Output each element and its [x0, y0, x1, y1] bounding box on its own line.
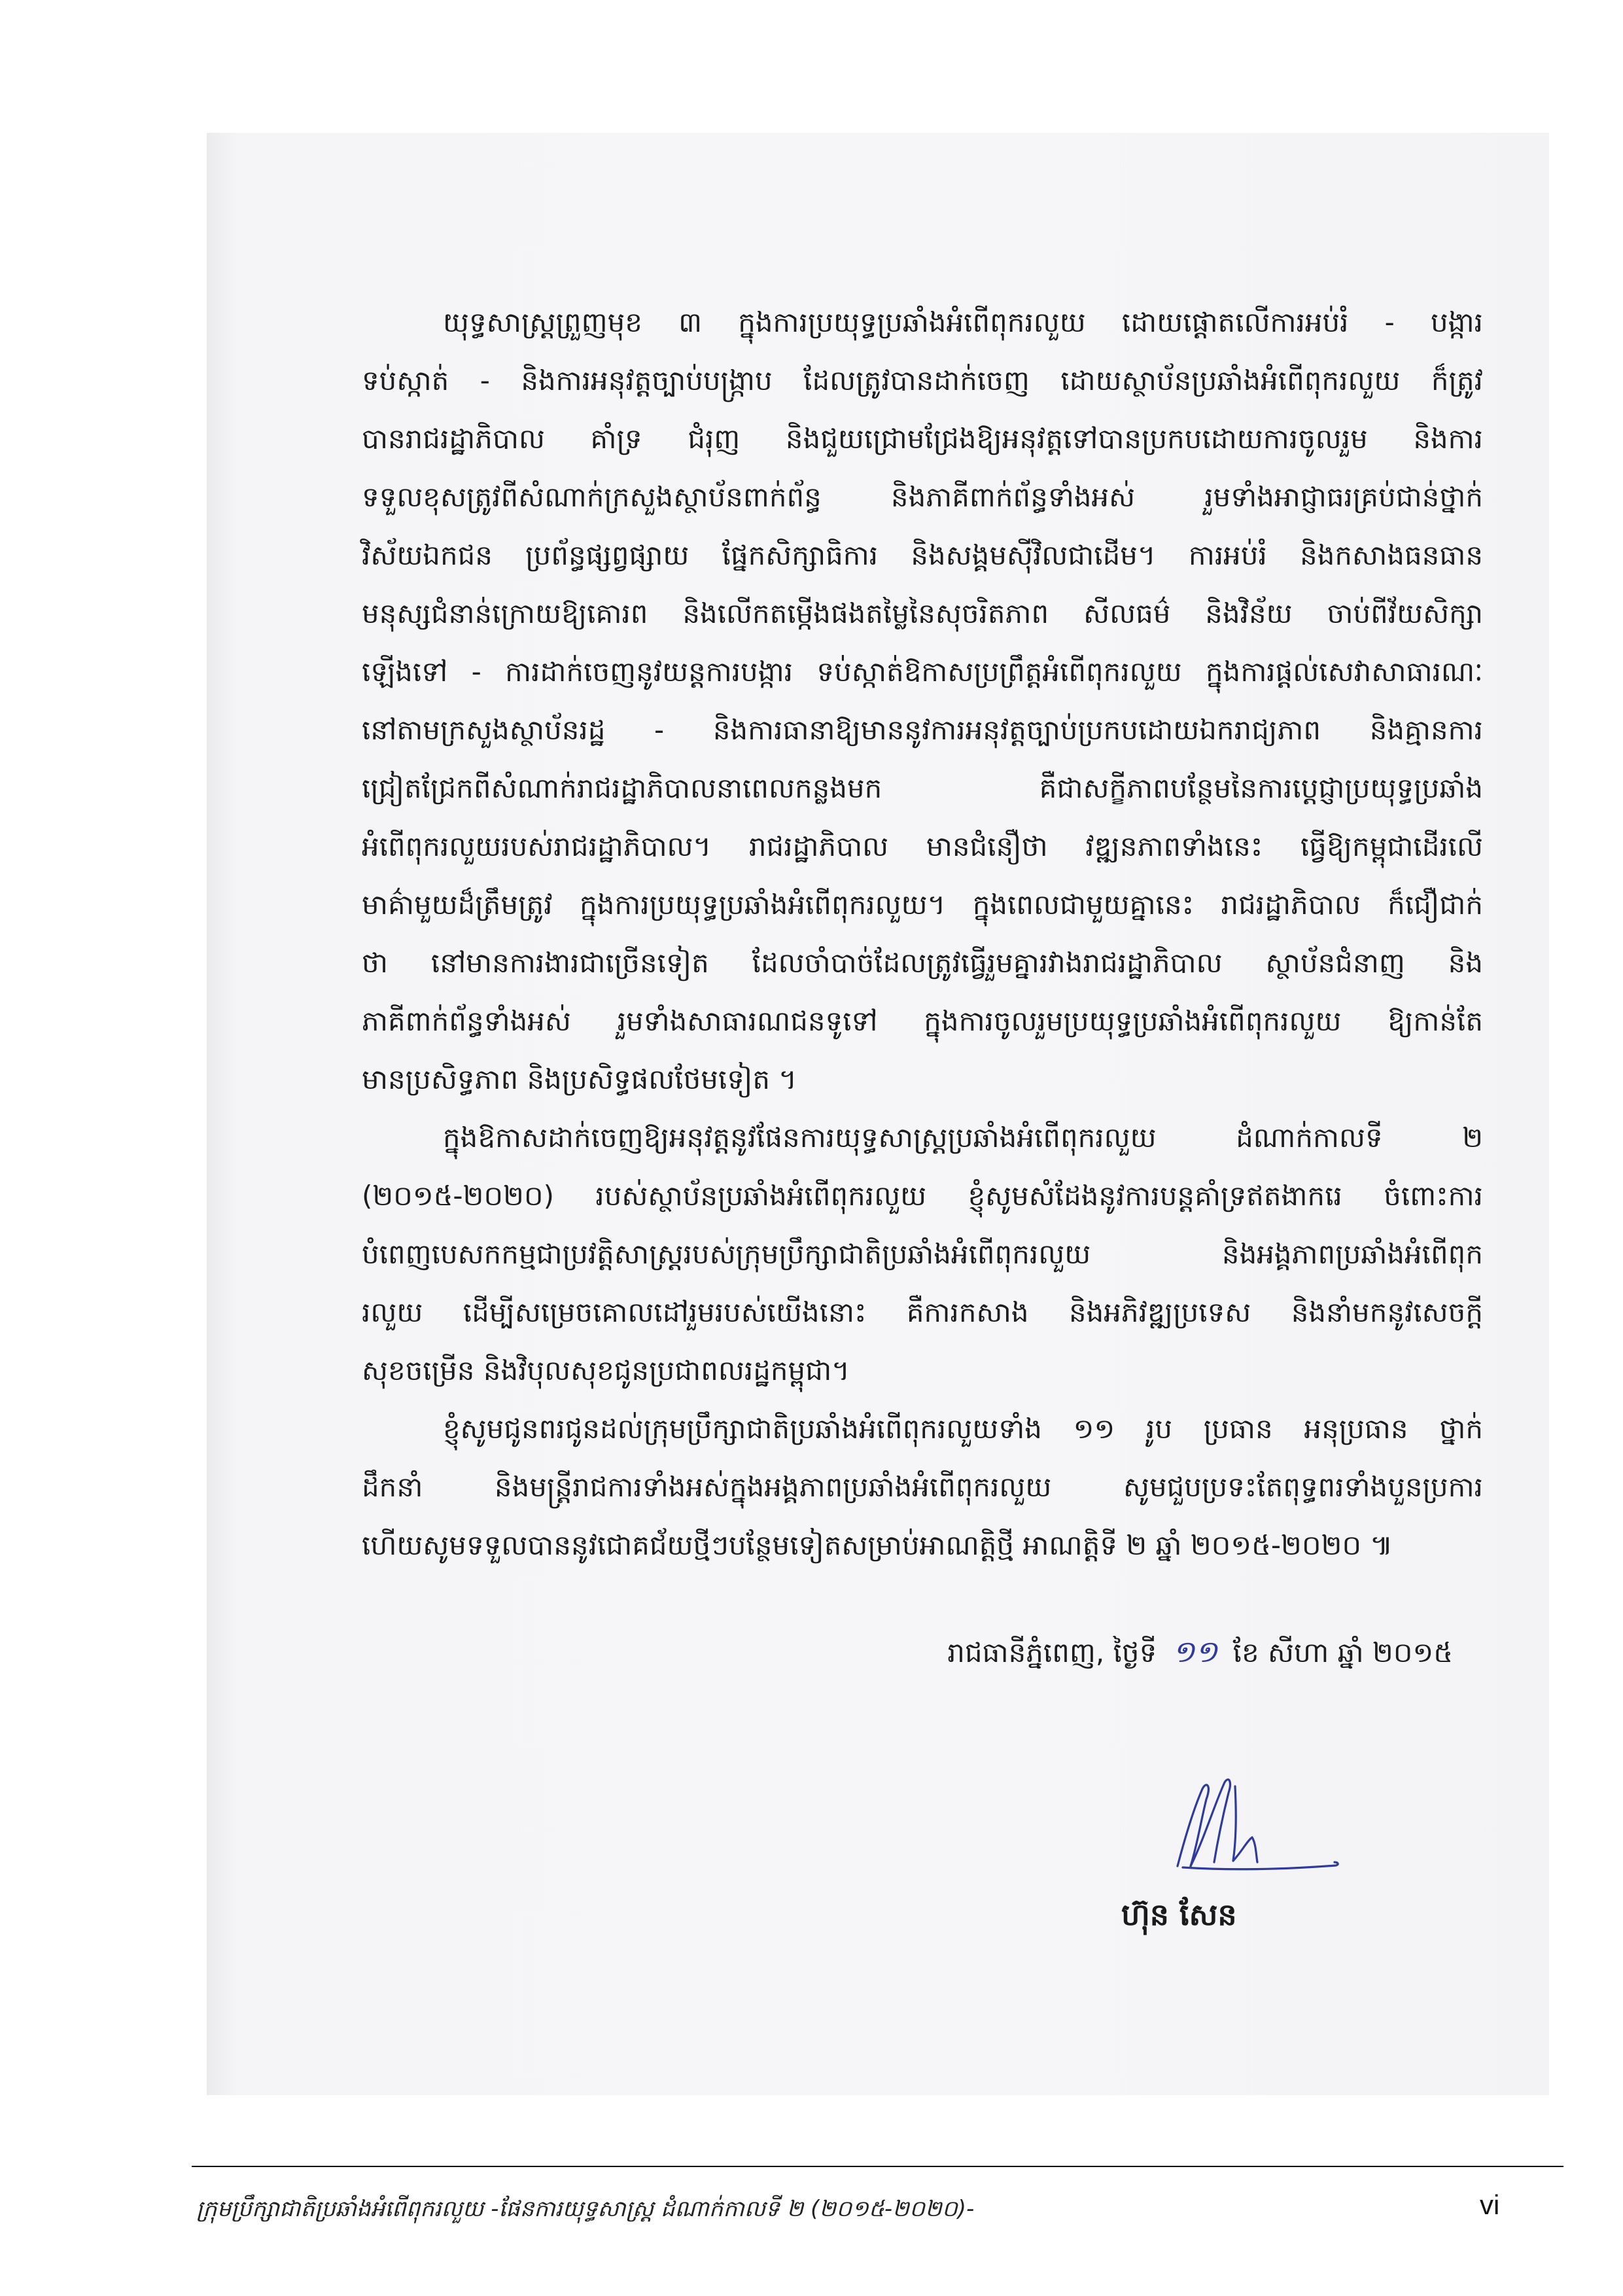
page-number: vi	[1480, 2189, 1500, 2220]
text-line: ហើយសូមទទួលបាននូវជោគជ័យថ្មីៗបន្ថែមទៀតសម្រាប់អាណត្តិថ្មី អាណត្តិទី ២ ឆ្នាំ ២០១៥-២០២០ ៕	[362, 1529, 1393, 1561]
text-line: ខ្ញុំសូមជូនពរជូនដល់ក្រុមប្រឹក្សាជាតិប្រឆាំងអំពើពុករលួយទាំង ១១ រូប ប្រធាន អនុប្រធាន ថ្នាក់	[443, 1413, 1483, 1445]
text-line: ឡើងទៅ - ការដាក់ចេញនូវយន្តការបង្ការ ទប់ស្កាត់ឱកាសប្រព្រឹត្តអំពើពុករលួយ ក្នុងការផ្តល់សេវាសាធារណៈ	[362, 656, 1483, 688]
paragraph-3	[362, 1400, 1483, 1574]
text-line: អំពើពុករលួយរបស់រាជរដ្ឋាភិបាល។ រាជរដ្ឋាភិបាល មានជំនឿថា វឌ្ឍនភាពទាំងនេះ ធ្វើឱ្យកម្ពុជាដើរលើ	[362, 830, 1483, 862]
signature-stroke	[1183, 1862, 1338, 1869]
text-line: មាគ៌ាមួយដ៏ត្រឹមត្រូវ ក្នុងការប្រយុទ្ធប្រឆាំងអំពើពុករលួយ។ ក្នុងពេលជាមួយគ្នានេះ រាជរដ្ឋាភិបាល ក៏ជឿជាក់	[362, 889, 1483, 921]
date-suffix: ខែ សីហា ឆ្នាំ ២០១៥	[1232, 1636, 1453, 1669]
signature-stroke	[1178, 1785, 1208, 1866]
signature-stroke	[1233, 1786, 1257, 1862]
date-prefix: រាជធានីភ្នំពេញ, ថ្ងៃទី	[947, 1636, 1157, 1669]
text-line: ទទួលខុសត្រូវពីសំណាក់ក្រសួងស្ថាប័នពាក់ព័ន្ធ និងភាគីពាក់ព័ន្ធទាំងអស់ រួមទាំងអាជ្ញាធរគ្រប់ជាន់ថ្នាក់	[362, 481, 1483, 513]
paragraph-2	[362, 1108, 1483, 1400]
text-line: ក្នុងឱកាសដាក់ចេញឱ្យអនុវត្តនូវផែនការយុទ្ធសាស្ត្រប្រឆាំងអំពើពុករលួយ ដំណាក់កាលទី ២	[443, 1122, 1483, 1154]
text-line: (២០១៥-២០២០) របស់ស្ថាប័នប្រឆាំងអំពើពុករលួយ ខ្ញុំសូមសំដែងនូវការបន្តគាំទ្រឥតងាករេ ចំពោះការ	[362, 1180, 1483, 1212]
text-line: មានប្រសិទ្ធភាព និងប្រសិទ្ធផលថែមទៀត ។	[362, 1063, 797, 1095]
paragraph-1	[362, 293, 1483, 1108]
text-line: យុទ្ធសាស្ត្រព្រួញមុខ ៣ ក្នុងការប្រយុទ្ធប្រឆាំងអំពើពុករលួយ ដោយផ្តោតលើការអប់រំ - បង្ការ	[443, 306, 1483, 338]
text-line: ទប់ស្កាត់ - និងការអនុវត្តច្បាប់បង្ក្រាប ដែលត្រូវបានដាក់ចេញ ដោយស្ថាប័នប្រឆាំងអំពើពុករលួយ ក៏ត្រូវ	[362, 364, 1483, 397]
footer-rule	[192, 2166, 1563, 2167]
text-line: រលួយ ដើម្បីសម្រេចគោលដៅរួមរបស់យើងនោះ គឺការកសាង និងអភិវឌ្ឍប្រទេស និងនាំមកនូវសេចក្តី	[362, 1296, 1483, 1328]
signatory-name: ហ៊ុន សែន	[1121, 1897, 1237, 1932]
footer-title: ក្រុមប្រឹក្សាជាតិប្រឆាំងអំពើពុករលួយ -ផែនការយុទ្ធសាស្ត្រ ដំណាក់កាលទី ២ (២០១៥-២០២០)-	[196, 2196, 975, 2222]
text-line: វិស័យឯកជន ប្រព័ន្ធផ្សព្វផ្សាយ ផ្នែកសិក្សាធិការ និងសង្គមស៊ីវិលជាដើម។ ការអប់រំ និងកសាងធនធាន	[362, 539, 1483, 571]
text-line: បំពេញបេសកកម្មជាប្រវត្តិសាស្ត្ររបស់ក្រុមប្រឹក្សាជាតិប្រឆាំងអំពើពុករលួយ និងអង្គភាពប្រឆាំងអំពើពុក	[362, 1238, 1483, 1270]
text-line: ថា នៅមានការងារជាច្រើនទៀត ដែលចាំបាច់ដែលត្រូវធ្វើរួមគ្នារវាងរាជរដ្ឋាភិបាល ស្ថាប័នជំនាញ និង	[362, 947, 1483, 979]
text-line: ដឹកនាំ និងមន្ត្រីរាជការទាំងអស់ក្នុងអង្គភាពប្រឆាំងអំពើពុករលួយ សូមជួបប្រទះតែពុទ្ធពរទាំងបួនប្រការ	[362, 1471, 1483, 1503]
handwritten-date-day: ១១	[1172, 1634, 1218, 1669]
text-line: មនុស្សជំនាន់ក្រោយឱ្យគោរព និងលើកតម្កើងផងតម្លៃនៃសុចរិតភាព សីលធម៌ និងវិន័យ ចាប់ពីវ័យសិក្សា	[362, 597, 1483, 629]
text-line: ជ្រៀតជ្រែកពីសំណាក់រាជរដ្ឋាភិបាលនាពេលកន្លងមក គឺជាសក្ខីភាពបន្ថែមនៃការប្តេជ្ញាប្រយុទ្ធប្រឆាំង	[362, 772, 1483, 804]
date-line	[362, 1623, 1483, 1682]
letter-body	[362, 293, 1483, 1941]
text-line: នៅតាមក្រសួងស្ថាប័នរដ្ឋ - និងការធានាឱ្យមាននូវការអនុវត្តច្បាប់ប្រកបដោយឯករាជ្យភាព និងគ្មានការ	[362, 714, 1483, 746]
text-line: សុខចម្រើន និងវិបុលសុខជូនប្រជាពលរដ្ឋកម្ពុជា។	[362, 1354, 850, 1386]
signature-stroke	[1191, 1780, 1230, 1866]
signature	[1171, 1773, 1342, 1886]
signature-image	[1171, 1773, 1342, 1886]
text-line: បានរាជរដ្ឋាភិបាល គាំទ្រ ជំរុញ និងជួយជ្រោមជ្រែងឱ្យអនុវត្តទៅបានប្រកបដោយការចូលរួម និងការ	[362, 423, 1483, 455]
text-line: ភាគីពាក់ព័ន្ធទាំងអស់ រួមទាំងសាធារណជនទូទៅ ក្នុងការចូលរួមប្រយុទ្ធប្រឆាំងអំពើពុករលួយ ឱ្យកាន់តែ	[362, 1005, 1483, 1037]
